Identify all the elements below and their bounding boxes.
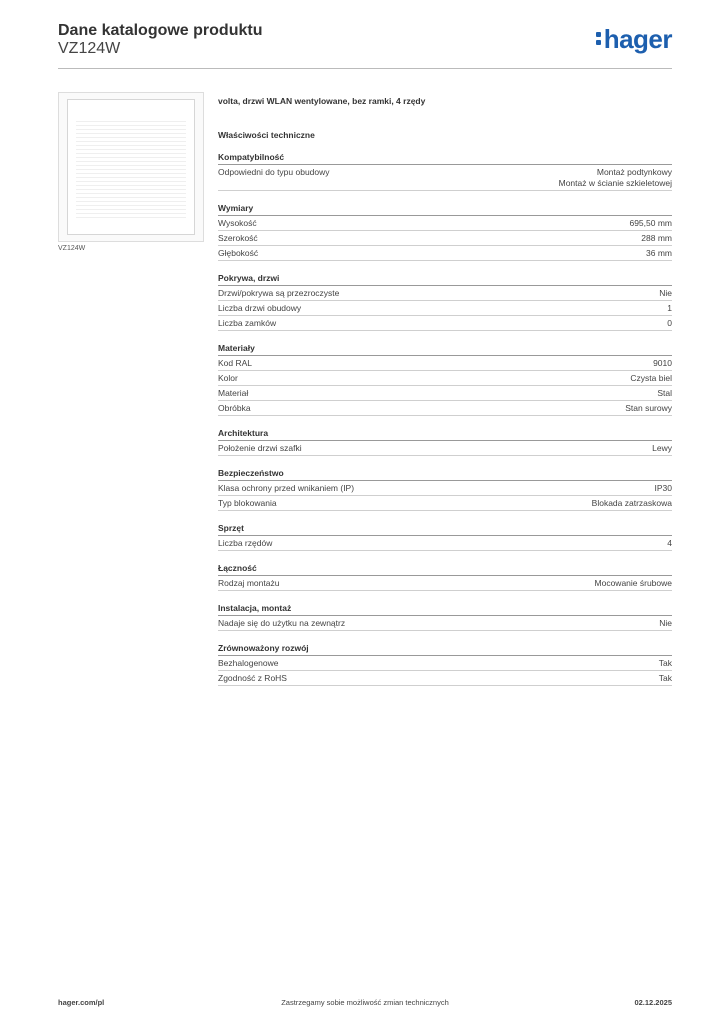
spec-value — [667, 303, 672, 314]
spec-row — [218, 231, 672, 246]
spec-group — [218, 523, 672, 551]
spec-value-line: 4 — [667, 538, 672, 548]
spec-label: Szerokość — [218, 233, 258, 243]
product-code: VZ124W — [58, 40, 121, 57]
spec-groups — [218, 152, 672, 686]
spec-group-title: Bezpieczeństwo — [218, 468, 672, 481]
product-description: volta, drzwi WLAN wentylowane, bez ramki, 4 rzędy — [218, 96, 426, 106]
spec-value — [667, 538, 672, 549]
spec-value-line: 0 — [667, 318, 672, 328]
spec-value — [652, 443, 672, 454]
spec-label: Drzwi/pokrywa są przezroczyste — [218, 288, 340, 298]
spec-value — [667, 318, 672, 329]
spec-value-line: Stal — [657, 388, 672, 398]
spec-value-line: Nie — [659, 288, 672, 298]
spec-row — [218, 441, 672, 456]
spec-group-title: Kompatybilność — [218, 152, 672, 165]
spec-group — [218, 273, 672, 331]
spec-value-line: Nie — [659, 618, 672, 628]
spec-row — [218, 536, 672, 551]
spec-label: Bezhalogenowe — [218, 658, 279, 668]
spec-group — [218, 563, 672, 591]
spec-label: Liczba rzędów — [218, 538, 273, 548]
spec-value-line: Montaż w ścianie szkieletowej — [558, 178, 672, 188]
spec-row — [218, 301, 672, 316]
spec-label: Liczba drzwi obudowy — [218, 303, 302, 313]
spec-group — [218, 643, 672, 686]
spec-value-line: Tak — [658, 673, 672, 683]
spec-row — [218, 616, 672, 631]
spec-value-line: IP30 — [654, 483, 672, 493]
spec-label: Klasa ochrony przed wnikaniem (IP) — [218, 483, 355, 493]
spec-row — [218, 401, 672, 416]
spec-group-title: Wymiary — [218, 203, 672, 216]
spec-row — [218, 576, 672, 591]
spec-value — [659, 288, 672, 299]
spec-group-title: Zrównoważony rozwój — [218, 643, 672, 656]
spec-row — [218, 371, 672, 386]
spec-row — [218, 481, 672, 496]
spec-label: Nadaje się do użytku na zewnątrz — [218, 618, 346, 628]
spec-label: Wysokość — [218, 218, 257, 228]
spec-label: Rodzaj montażu — [218, 578, 280, 588]
page-header — [58, 20, 672, 70]
spec-value-line: 1 — [667, 303, 672, 313]
spec-group — [218, 603, 672, 631]
spec-label: Liczba zamków — [218, 318, 277, 328]
spec-value-line: Mocowanie śrubowe — [594, 578, 672, 588]
spec-value — [559, 167, 672, 189]
spec-value-line: Czysta biel — [630, 373, 672, 383]
spec-group-title: Materiały — [218, 343, 672, 356]
spec-value — [630, 373, 672, 384]
spec-group-title: Pokrywa, drzwi — [218, 273, 672, 286]
spec-row — [218, 386, 672, 401]
spec-row — [218, 246, 672, 261]
spec-value — [625, 403, 672, 414]
spec-row — [218, 656, 672, 671]
spec-label: Zgodność z RoHS — [218, 673, 287, 683]
spec-group — [218, 343, 672, 416]
spec-label: Odpowiedni do typu obudowy — [218, 167, 330, 177]
footer-disclaimer: Zastrzegamy sobie możliwość zmian technicznych — [281, 998, 449, 1007]
spec-value-line: Tak — [658, 658, 672, 668]
spec-value — [641, 233, 672, 244]
spec-value-line: 9010 — [653, 358, 672, 368]
spec-row — [218, 496, 672, 511]
spec-row — [218, 216, 672, 231]
spec-value-line: 36 mm — [646, 248, 672, 258]
spec-content — [218, 96, 672, 698]
vent-slots — [76, 118, 186, 218]
spec-value-line: Stan surowy — [625, 403, 672, 413]
spec-row — [218, 671, 672, 686]
spec-value — [629, 218, 672, 229]
hager-logo — [596, 26, 672, 52]
spec-label: Kolor — [218, 373, 238, 383]
spec-group-title: Architektura — [218, 428, 672, 441]
spec-value — [657, 388, 672, 399]
spec-label: Położenie drzwi szafki — [218, 443, 302, 453]
spec-row — [218, 316, 672, 331]
spec-row — [218, 165, 672, 191]
spec-group — [218, 152, 672, 191]
document-title: Dane katalogowe produktu — [58, 22, 263, 39]
spec-value — [655, 483, 673, 494]
footer-date: 02.12.2025 — [634, 998, 672, 1007]
footer-website[interactable]: hager.com/pl — [58, 998, 105, 1007]
spec-value-line: 288 mm — [641, 233, 672, 243]
spec-label: Głębokość — [218, 248, 259, 258]
spec-group — [218, 468, 672, 511]
logo-dots-icon — [596, 29, 602, 47]
spec-label: Materiał — [218, 388, 249, 398]
spec-label: Obróbka — [218, 403, 251, 413]
product-image — [58, 92, 204, 242]
spec-value — [659, 673, 672, 684]
spec-value — [592, 498, 672, 509]
spec-value-line: Lewy — [652, 443, 672, 453]
spec-row — [218, 286, 672, 301]
spec-value-line: 695,50 mm — [629, 218, 672, 228]
logo-text: hager — [603, 24, 672, 54]
spec-value — [646, 248, 672, 259]
spec-group-title: Instalacja, montaż — [218, 603, 672, 616]
spec-value — [595, 578, 672, 589]
spec-group — [218, 428, 672, 456]
spec-value-line: Blokada zatrzaskowa — [591, 498, 672, 508]
spec-value — [659, 618, 672, 629]
spec-value — [659, 658, 672, 669]
spec-label: Kod RAL — [218, 358, 253, 368]
section-title: Właściwości techniczne — [218, 130, 315, 140]
cabinet-door-illustration — [67, 99, 195, 235]
spec-group — [218, 203, 672, 261]
header-divider — [58, 68, 672, 69]
spec-group-title: Łączność — [218, 563, 672, 576]
spec-group-title: Sprzęt — [218, 523, 672, 536]
spec-row — [218, 356, 672, 371]
spec-label: Typ blokowania — [218, 498, 277, 508]
spec-value-line: Montaż podtynkowy — [596, 167, 672, 177]
image-caption: VZ124W — [58, 245, 86, 252]
spec-value — [653, 358, 672, 369]
